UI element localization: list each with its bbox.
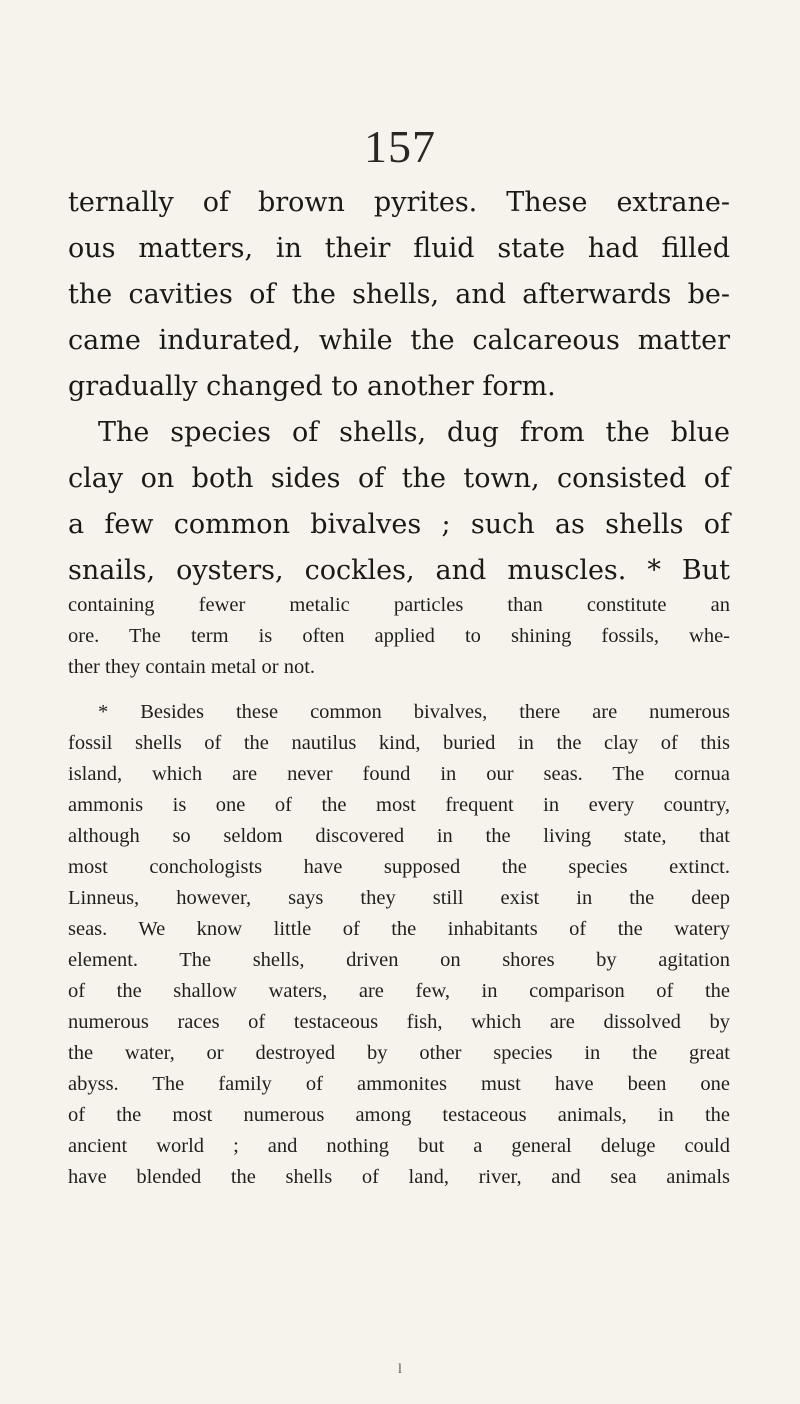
page-number: 157 bbox=[364, 121, 436, 172]
footnote-line: element. The shells, driven on shores by agitation bbox=[68, 949, 730, 971]
text-line: ternally of brown pyrites. These extrane- bbox=[68, 187, 730, 218]
footnote-line: most conchologists have supposed the species extinct. bbox=[68, 856, 730, 878]
footnote-line: ammonis is one of the most frequent in every country, bbox=[68, 794, 730, 816]
footnote-line: island, which are never found in our seas. The cornua bbox=[68, 763, 730, 785]
text-line: the cavities of the shells, and afterwards be- bbox=[68, 279, 730, 310]
footnote-asterisk bbox=[68, 697, 730, 1193]
text-line: ous matters, in their fluid state had filled bbox=[68, 233, 730, 264]
footnote-line: * Besides these common bivalves, there are numerous bbox=[98, 701, 730, 723]
footnote-line: the water, or destroyed by other species in the great bbox=[68, 1042, 730, 1064]
footnote-line: have blended the shells of land, river, and sea animals bbox=[68, 1166, 730, 1188]
footnote-gap bbox=[68, 683, 730, 697]
text-line: a few common bivalves ; such as shells of bbox=[68, 509, 730, 540]
text-line: gradually changed to another form. bbox=[68, 371, 556, 402]
signature-mark: l bbox=[398, 1362, 402, 1377]
footnote-line: ther they contain metal or not. bbox=[68, 656, 316, 678]
footnote-line: of the most numerous among testaceous animals, in the bbox=[68, 1104, 730, 1126]
footnote-line: abyss. The family of ammonites must have been one bbox=[68, 1073, 730, 1095]
footnote-line: although so seldom discovered in the living state, that bbox=[68, 825, 730, 847]
footnotes-block bbox=[68, 590, 730, 1193]
text-line: snails, oysters, cockles, and muscles. * But bbox=[68, 555, 730, 586]
main-text-block bbox=[68, 180, 730, 594]
footnote-line: of the shallow waters, are few, in comparison of the bbox=[68, 980, 730, 1002]
footnote-line: seas. We know little of the inhabitants of the watery bbox=[68, 918, 730, 940]
text-line: came indurated, while the calcareous matter bbox=[68, 325, 730, 356]
footnote-line: numerous races of testaceous fish, which are dissolved by bbox=[68, 1011, 730, 1033]
footnote-continued bbox=[68, 590, 730, 683]
footnote-line: ancient world ; and nothing but a general deluge could bbox=[68, 1135, 730, 1157]
footnote-line: fossil shells of the nautilus kind, buried in the clay of this bbox=[68, 732, 730, 754]
text-line: The species of shells, dug from the blue bbox=[98, 417, 730, 448]
text-line: clay on both sides of the town, consisted of bbox=[68, 463, 730, 494]
footnote-line: containing fewer metalic particles than constitute an bbox=[68, 594, 730, 616]
footnote-line: ore. The term is often applied to shining fossils, whe- bbox=[68, 625, 730, 647]
footnote-line: Linneus, however, says they still exist in the deep bbox=[68, 887, 730, 909]
